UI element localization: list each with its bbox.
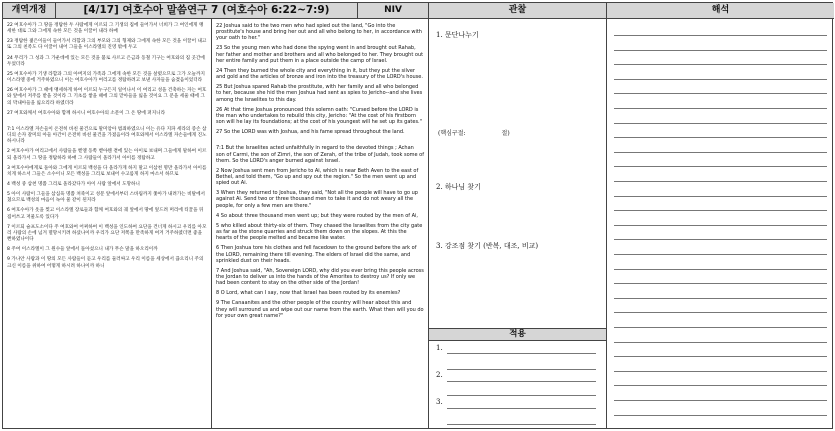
korean-verse-7-3: 3 여호수아에게로 돌아와 그에게 이르되 백성을 다 올라가게 하지 말고 이삼천 명만 올라가서 아이를 치게 하소서 그들은 소수이니 모든 백성을 그리로 보내어 수고롭게 하지 마소서 하므로 — [7, 165, 207, 177]
interpretation-writing-line — [614, 210, 827, 211]
application-header: 적용 — [429, 328, 606, 341]
korean-verse-7-8: 8 주여 이스라엘이 그 원수들 앞에서 돌아섰으니 내가 무슨 말을 하오리이까 — [7, 247, 158, 253]
key-verse-label: (핵심구절: — [438, 130, 466, 137]
english-verse-7-8: 8 O Lord, what can I say, now that Israel has been routed by its enemies? — [216, 290, 401, 297]
interpretation-writing-line — [614, 312, 827, 313]
interpretation-writing-line — [614, 283, 827, 284]
header-version-korean: 개역개정 — [3, 3, 56, 19]
korean-verse-6-26: 26 여호수아가 그 때에 맹세하게 하여 이르되 누구든지 일어나서 이 여리고 성을 건축하는 자는 여호와 앞에서 저주를 받을 것이라 그 기초를 쌓을 때에 그의 맏아들을 잃을 것이요 그 문을 세울 때에 그의 막내아들을 잃으리라 하였더라 — [7, 88, 207, 106]
korean-verse-7-7: 7 이르되 슬프도소이다 주 여호와여 어찌하여 이 백성을 인도하여 요단을 건너게 하시고 우리를 아모리 사람의 손에 넘겨 멸망시키려 하셨나이까 우리가 요단 저쪽을 만족하게 여겨 거주하였더면 좋을 뻔하였나이다 — [7, 224, 207, 243]
english-verse-7-1: 7:1 But the Israelites acted unfaithfully in regard to the devoted things ; Achan son of Carmi, the son of Zimri, the son of Zerah, of the tribe of Judah, took some of them. So the LORD's anger burned against Israel. — [216, 145, 424, 164]
english-verse-7-3: 3 When they returned to Joshua, they said, "Not all the people will have to go up against Ai. Send two or three thousand men to take it and do not weary all the people, for only a few men are there." — [216, 190, 418, 209]
observation-find-emphasis: 3. 강조점 찾기 (반복, 대조, 비교) — [436, 242, 539, 250]
interpretation-writing-line — [614, 79, 827, 80]
korean-verse-6-24: 24 무리가 그 성과 그 가운데에 있는 모든 것을 불로 사르고 은금과 동철 기구는 여호와의 집 곳간에 두었더라 — [7, 55, 205, 67]
interpretation-writing-line — [614, 400, 827, 401]
interpretation-writing-line — [614, 123, 827, 124]
observation-paragraph-division: 1. 문단나누기 — [436, 31, 479, 39]
observation-key-verse — [438, 128, 510, 137]
application-line — [447, 424, 596, 425]
korean-verse-6-23: 23 정탐한 젊은이들이 들어가서 라합과 그의 부모와 그의 형제와 그에게 속한 모든 것을 이끌어 내고 또 그의 친족도 다 이끌어 내어 그들을 이스라엘의 진영 밖에 두고 — [7, 39, 207, 51]
english-verse-6-24: 24 Then they burned the whole city and everything in it, but they put the silver and gold and the articles of bronze and iron into the treasury of the LORD's house. — [216, 67, 423, 81]
korean-verse-6-25: 25 여호수아가 기생 라합과 그의 아버지의 가족과 그에게 속한 모든 것을 살렸으므로 그가 오늘까지 이스라엘 중에 거주하였으니 이는 여호수아가 여리고를 정탐하려고 보낸 사자들을 숨겼음이었더라 — [7, 71, 205, 84]
english-verse-7-5: 5 who killed about thirty-six of them. They chased the Israelites from the city gate as far as the stone quarries and struck them down on the slopes. At this the hearts of the people melted and became like water. — [216, 222, 423, 242]
english-verse-7-4: 4 So about three thousand men went up; but they were routed by the men of Ai, — [216, 212, 419, 219]
interpretation-column — [607, 19, 834, 428]
korean-verse-7-9: 9 가나안 사람과 이 땅의 모든 사람들이 듣고 우리를 둘러싸고 우리 이름을 세상에서 끊으리니 주의 크신 이름을 위하여 어떻게 하시려 하나이까 하니 — [7, 257, 204, 269]
english-verse-7-2: 2 Now Joshua sent men from Jericho to Ai, which is near Beth Aven to the east of Bethel, and told them, "Go up and spy out the region." So the men went up and spied out Ai. — [216, 167, 419, 187]
observation-column — [429, 19, 607, 428]
interpretation-writing-line — [614, 269, 827, 270]
application-line — [447, 369, 596, 370]
interpretation-writing-line — [614, 93, 827, 94]
korean-verse-7-4: 4 백성 중 삼천 명쯤 그리로 올라갔다가 아이 사람 앞에서 도망하니 — [7, 181, 140, 187]
korean-verse-7-6: 6 여호수아가 옷을 찢고 이스라엘 장로들과 함께 여호와의 궤 앞에서 땅에 엎드려 머리에 티끌을 뒤집어쓰고 저물도록 있다가 — [7, 208, 204, 220]
english-verse-7-9: 9 The Canaanites and the other people of the country will hear about this and they will surround us and wipe out our name from the earth. What then will you do for your own great name?" — [216, 300, 424, 319]
interpretation-writing-line — [614, 108, 827, 109]
korean-verse-6-22: 22 여호수아가 그 땅을 정탐한 두 사람에게 이르되 그 기생의 집에 들어가서 너희가 그 여인에게 맹세한 대로 그와 그에게 속한 모든 것을 이끌어 내라 하매 — [7, 23, 204, 35]
korean-text-column — [3, 19, 212, 428]
interpretation-writing-line — [614, 152, 827, 153]
application-line — [447, 353, 596, 354]
english-verse-6-27: 27 So the LORD was with Joshua, and his fame spread throughout the land. — [216, 129, 405, 136]
korean-verse-6-27: 27 여호와께서 여호수아와 함께 하시니 여호수아의 소문이 그 온 땅에 퍼지니라 — [7, 110, 166, 116]
interpretation-writing-line — [614, 239, 827, 240]
interpretation-writing-line — [614, 196, 827, 197]
interpretation-writing-line — [614, 137, 827, 138]
header-observation: 관찰 — [429, 3, 607, 19]
header-interpretation: 해석 — [607, 3, 834, 19]
interpretation-writing-line — [614, 166, 827, 167]
interpretation-writing-line — [614, 385, 827, 386]
korean-verse-7-1: 7:1 이스라엘 자손들이 온전히 바친 물건으로 말미암아 범죄하였으니 이는 유다 지파 세라의 증손 삽디의 손자 갈미의 아들 아간이 온전히 바친 물건을 가졌음이라 여호와께서 이스라엘 자손들에게 진노하시니라 — [7, 126, 207, 145]
application-line — [447, 408, 596, 409]
interpretation-writing-line — [614, 35, 827, 36]
english-verse-6-23: 23 So the young men who had done the spying went in and brought out Rahab, her father and mother and brothers and all who belonged to her. They brought out her entire family and put them in a place outside the camp of Israel. — [216, 45, 424, 64]
english-verse-6-22: 22 Joshua said to the two men who had spied out the land, "Go into the prostitute's house and bring her out and all who belong to her, in accordance with your oath to her." — [216, 23, 422, 42]
interpretation-writing-line — [614, 415, 827, 416]
key-verse-suffix: 절) — [501, 130, 510, 137]
application-item-3: 3. — [436, 398, 443, 406]
english-text-column — [212, 19, 429, 428]
interpretation-writing-line — [614, 181, 827, 182]
interpretation-writing-line — [614, 254, 827, 255]
application-line — [447, 395, 596, 396]
interpretation-writing-line — [614, 371, 827, 372]
page-title: [4/17] 여호수아 말씀연구 7 (여호수아 6:22~7:9) — [56, 3, 358, 19]
interpretation-writing-line — [614, 50, 827, 51]
application-line — [447, 381, 596, 382]
korean-verse-7-2: 2 여호수아가 여리고에서 사람들을 벧엘 동쪽 벧아웬 곁에 있는 아이로 보내며 그들에게 말하여 이르되 올라가서 그 땅을 정탐하라 하매 그 사람들이 올라가서 아이를 정탐하고 — [7, 149, 207, 161]
english-verse-7-7: 7 And Joshua said, "Ah, Sovereign LORD, why did you ever bring this people across the Jordan to deliver us into the hands of the Amorites to destroy us? If only we had been content to stay on the other side of the Jordan! — [216, 267, 424, 287]
interpretation-writing-line — [614, 298, 827, 299]
interpretation-writing-line — [614, 225, 827, 226]
interpretation-writing-line — [614, 342, 827, 343]
worksheet — [2, 2, 833, 429]
application-item-2: 2. — [436, 371, 443, 379]
interpretation-writing-line — [614, 327, 827, 328]
interpretation-writing-line — [614, 356, 827, 357]
interpretation-writing-line — [614, 64, 827, 65]
english-verse-6-26: 26 At that time Joshua pronounced this solemn oath: "Cursed before the LORD is the man who undertakes to rebuild this city, Jericho: "At the cost of his firstborn son will he lay its foundations; at the cost of his youngest will he set up its gates." — [216, 106, 422, 126]
english-verse-7-6: 6 Then Joshua tore his clothes and fell facedown to the ground before the ark of the LORD, remaining there till evening. The elders of Israel did the same, and sprinkled dust on their heads. — [216, 245, 417, 264]
application-item-1: 1. — [436, 344, 443, 352]
header-version-english: NIV — [358, 3, 429, 19]
english-verse-6-25: 25 But Joshua spared Rahab the prostitute, with her family and all who belonged to her, because she hid the men Joshua had sent as spies to Jericho--and she lives among the Israelites to this day. — [216, 84, 423, 103]
observation-find-god: 2. 하나님 찾기 — [436, 183, 481, 191]
korean-verse-7-5: 5 아이 사람이 그들을 삼십육 명쯤 쳐죽이고 성문 앞에서부터 스바림까지 쫓아가 내려가는 비탈에서 쳤으므로 백성의 마음이 녹아 물 같이 된지라 — [7, 192, 205, 204]
